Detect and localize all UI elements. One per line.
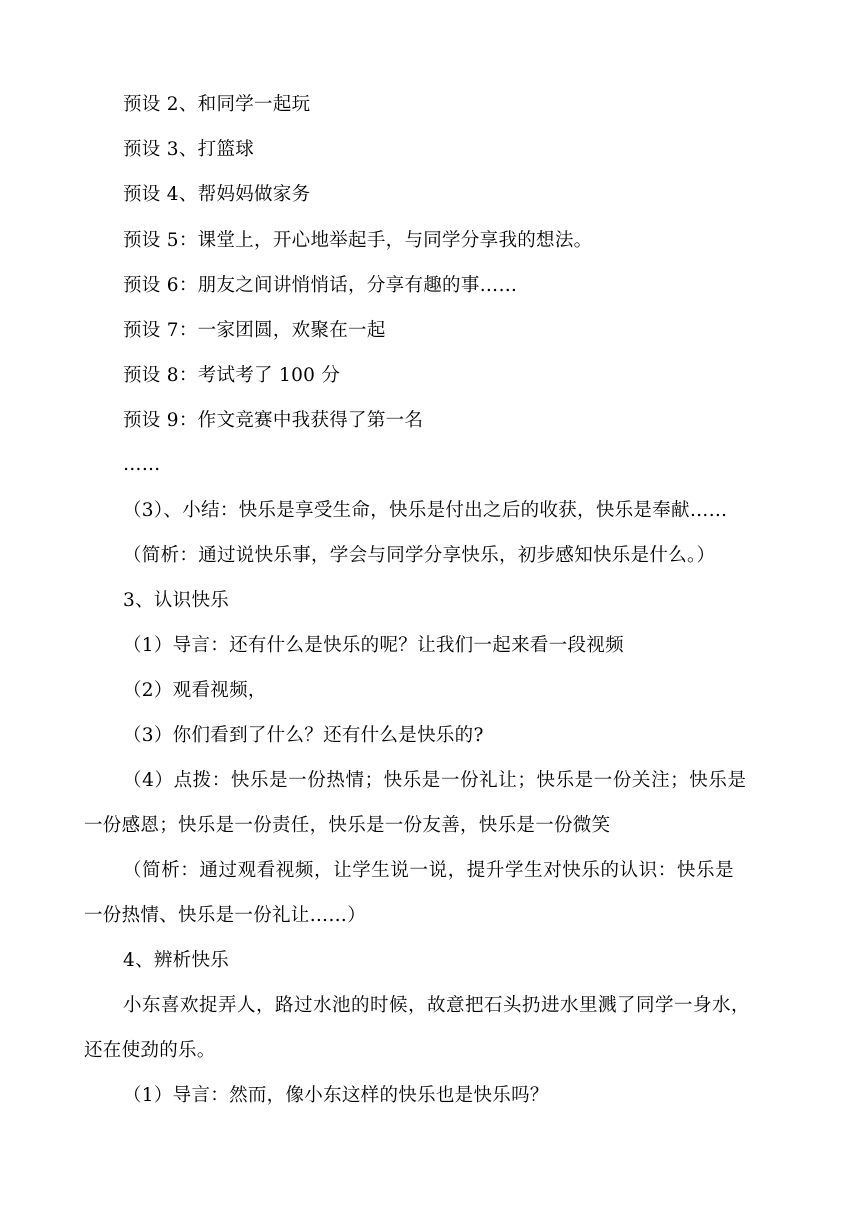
section-heading: 3、认识快乐	[123, 590, 230, 611]
paragraph-line: 预设 3、打篮球	[123, 139, 255, 160]
paragraph-line: （简析：通过观看视频，让学生说一说，提升学生对快乐的认识：快乐是	[123, 860, 735, 881]
paragraph-line: 预设 7：一家团圆，欢聚在一起	[123, 320, 386, 341]
section-heading: 4、辨析快乐	[123, 950, 230, 971]
paragraph-line: 预设 8：考试考了 100 分	[123, 365, 341, 386]
paragraph-line: 一份感恩；快乐是一份责任，快乐是一份友善，快乐是一份微笑	[84, 815, 611, 836]
paragraph-line: （简析：通过说快乐事，学会与同学分享快乐，初步感知快乐是什么。）	[123, 545, 716, 566]
paragraph-line: （2）观看视频，	[123, 680, 267, 701]
paragraph-line: （3）你们看到了什么？还有什么是快乐的?	[123, 725, 484, 746]
paragraph-line: 预设 6：朋友之间讲悄悄话，分享有趣的事……	[123, 275, 518, 296]
paragraph-line: 预设 4、帮妈妈做家务	[123, 184, 311, 205]
paragraph-line: 一份热情、快乐是一份礼让……）	[84, 905, 367, 926]
paragraph-line: 小东喜欢捉弄人，路过水池的时候，故意把石头扔进水里溅了同学一身水，	[123, 995, 751, 1016]
paragraph-line: （3）、小结：快乐是享受生命，快乐是付出之后的收获，快乐是奉献……	[123, 500, 728, 521]
paragraph-line: （1）导言：然而，像小东这样的快乐也是快乐吗？	[123, 1085, 549, 1106]
paragraph-line: 还在使劲的乐。	[84, 1040, 216, 1061]
paragraph-line: ……	[123, 454, 161, 475]
paragraph-line: 预设 5：课堂上，开心地举起手，与同学分享我的想法。	[123, 230, 593, 251]
paragraph-line: 预设 2、和同学一起玩	[123, 94, 311, 115]
paragraph-line: （4）点拨：快乐是一份热情；快乐是一份礼让；快乐是一份关注；快乐是	[123, 770, 747, 791]
paragraph-line: （1）导言：还有什么是快乐的呢？让我们一起来看一段视频	[123, 635, 624, 656]
paragraph-line: 预设 9：作文竞赛中我获得了第一名	[123, 410, 424, 431]
